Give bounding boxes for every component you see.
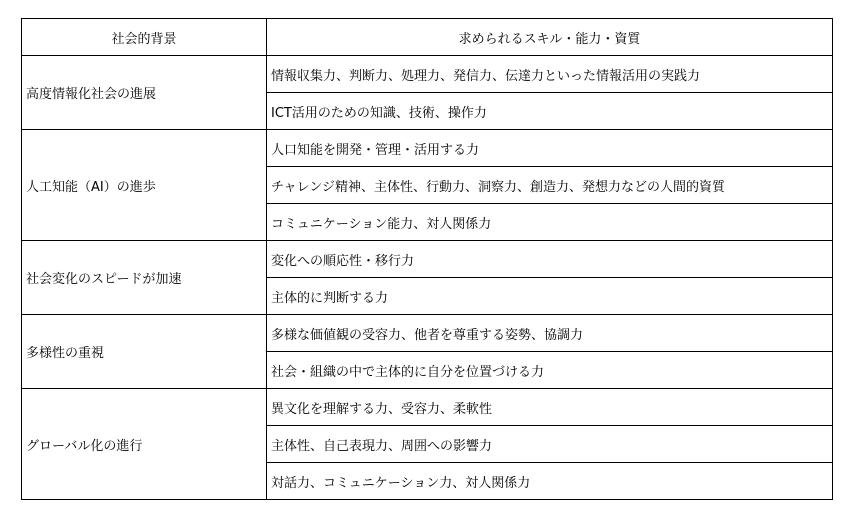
header-row [22, 19, 833, 56]
skill-cell: 変化への順応性・移行力 [267, 241, 833, 278]
skill-cell: 社会・組織の中で主体的に自分を位置づける力 [267, 352, 833, 389]
skill-cell: 主体性、自己表現力、周囲への影響力 [267, 426, 833, 463]
skill-cell: チャレンジ精神、主体性、行動力、洞察力、創造力、発想力などの人間的資質 [267, 167, 833, 204]
table-row [22, 56, 833, 93]
skill-cell: 主体的に判断する力 [267, 278, 833, 315]
background-cell: 人工知能（AI）の進歩 [22, 130, 267, 241]
skill-cell: 情報収集力、判断力、処理力、発信力、伝達力といった情報活用の実践力 [267, 56, 833, 93]
header-social-background: 社会的背景 [22, 19, 267, 56]
background-cell: 高度情報化社会の進展 [22, 56, 267, 130]
table-row [22, 389, 833, 426]
background-cell: グローバル化の進行 [22, 389, 267, 500]
background-cell: 社会変化のスピードが加速 [22, 241, 267, 315]
background-cell: 多様性の重視 [22, 315, 267, 389]
skill-cell: 対話力、コミュニケーション力、対人関係力 [267, 463, 833, 500]
skill-cell: コミュニケーション能力、対人関係力 [267, 204, 833, 241]
skills-table [21, 18, 833, 500]
skill-cell: 多様な価値観の受容力、他者を尊重する姿勢、協調力 [267, 315, 833, 352]
table-row [22, 130, 833, 167]
skill-cell: ICT活用のための知識、技術、操作力 [267, 93, 833, 130]
skill-cell: 異文化を理解する力、受容力、柔軟性 [267, 389, 833, 426]
header-required-skills: 求められるスキル・能力・資質 [267, 19, 833, 56]
table-row [22, 241, 833, 278]
table-row [22, 315, 833, 352]
skill-cell: 人口知能を開発・管理・活用する力 [267, 130, 833, 167]
